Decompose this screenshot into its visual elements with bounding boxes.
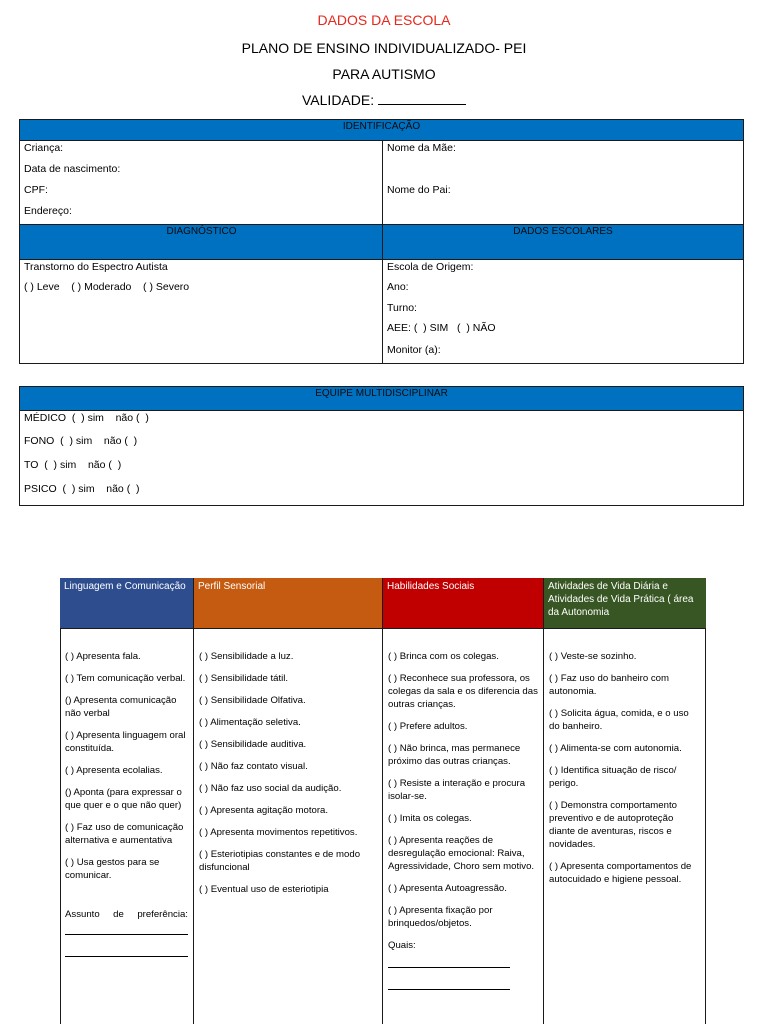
autonomy-item-2[interactable]: ( ) Faz uso do banheiro com autonomia. [549,673,669,697]
sensory-item-6[interactable]: ( ) Não faz contato visual. [199,761,308,772]
school-data-header: DADOS ESCOLARES [382,224,744,260]
language-item-1[interactable]: ( ) Apresenta fala. [65,651,141,662]
col-language-body [60,628,194,1024]
social-item-4[interactable]: ( ) Não brinca, mas permanece próximo das outras crianças. [388,743,521,767]
language-item-7[interactable]: ( ) Faz uso de comunicação alternativa e aumentativa [65,822,184,846]
preference-label [65,908,188,921]
autonomy-item-7[interactable]: ( ) Apresenta comportamentos de autocuidado e higiene pessoal. [549,861,692,885]
autonomy-item-5[interactable]: ( ) Identifica situação de risco/ perigo. [549,765,677,789]
social-item-9[interactable]: ( ) Apresenta fixação por brinquedos/objetos. [388,905,493,929]
col-autonomy-body [544,628,706,1024]
address-label: Endereço: [24,205,72,217]
preference-word-1: Assunto [65,909,100,920]
validity-label: VALIDADE: [302,92,375,108]
social-item-2[interactable]: ( ) Reconhece sua professora, os colegas da sala e os diferencia das outras crianças. [388,673,538,710]
autonomy-item-6[interactable]: ( ) Demonstra comportamento preventivo e de autoproteção diante de aventuras, riscos e novidades. [549,800,677,850]
social-item-6[interactable]: ( ) Imita os colegas. [388,813,472,824]
sensory-item-1[interactable]: ( ) Sensibilidade a luz. [199,651,294,662]
social-item-5[interactable]: ( ) Resiste a interação e procura isolar-se. [388,778,526,802]
plan-title: PLANO DE ENSINO INDIVIDUALIZADO- PEI [241,40,527,56]
father-name-label: Nome do Pai: [387,184,451,196]
team-to[interactable]: TO ( ) sim não ( ) [24,459,122,471]
preference-word-3: preferência: [137,909,188,920]
col-language-header: Linguagem e Comunicação [60,578,194,628]
autonomy-item-1[interactable]: ( ) Veste-se sozinho. [549,651,637,662]
aee-options[interactable]: AEE: ( ) SIM ( ) NÃO [387,322,496,334]
sensory-item-9[interactable]: ( ) Apresenta movimentos repetitivos. [199,827,358,838]
shift-label: Turno: [387,302,417,314]
plan-subtitle: PARA AUTISMO [332,66,436,82]
which-blank-1[interactable] [388,956,510,968]
social-item-1[interactable]: ( ) Brinca com os colegas. [388,651,499,662]
mother-name-label: Nome da Mãe: [387,142,456,154]
origin-school-label: Escola de Origem: [387,261,474,273]
team-header: EQUIPE MULTIDISCIPLINAR [19,386,744,411]
child-name-label: Criança: [24,142,64,154]
team-psico[interactable]: PSICO ( ) sim não ( ) [24,483,140,495]
sensory-item-11[interactable]: ( ) Eventual uso de esteriotipia [199,884,329,895]
language-item-2[interactable]: ( ) Tem comunicação verbal. [65,673,186,684]
language-item-4[interactable]: ( ) Apresenta linguagem oral constituída. [65,730,186,754]
preference-word-2: de [113,909,124,920]
preference-blank-2[interactable] [65,945,188,957]
social-item-3[interactable]: ( ) Prefere adultos. [388,721,468,732]
social-item-7[interactable]: ( ) Apresenta reações de desregulação emocional: Raiva, Agressividade, Choro sem motivo. [388,835,535,872]
language-item-8[interactable]: ( ) Usa gestos para se comunicar. [65,857,160,881]
which-blank-2[interactable] [388,978,510,990]
validity-blank[interactable] [378,93,466,105]
identification-header: IDENTIFICAÇÃO [19,119,744,141]
sensory-item-7[interactable]: ( ) Não faz uso social da audição. [199,783,342,794]
autonomy-item-3[interactable]: ( ) Solicita água, comida, e o uso do banheiro. [549,708,689,732]
social-item-8[interactable]: ( ) Apresenta Autoagressão. [388,883,507,894]
diagnosis-header: DIAGNÓSTICO [19,224,383,260]
monitor-label: Monitor (a): [387,344,441,356]
col-sensory-body [194,628,383,1024]
col-sensory-header: Perfil Sensorial [194,578,383,628]
severity-options[interactable]: ( ) Leve ( ) Moderado ( ) Severo [24,281,190,293]
language-item-3[interactable]: () Apresenta comunicação não verbal [65,695,177,719]
team-fono[interactable]: FONO ( ) sim não ( ) [24,435,138,447]
language-item-5[interactable]: ( ) Apresenta ecolalias. [65,765,163,776]
birth-date-label: Data de nascimento: [24,163,121,175]
which-label: Quais: [388,940,416,951]
validity-line [0,92,768,108]
autonomy-item-4[interactable]: ( ) Alimenta-se com autonomia. [549,743,682,754]
preference-blank-1[interactable] [65,923,188,935]
language-item-6[interactable]: () Aponta (para expressar o que quer e o que não quer) [65,787,182,811]
sensory-item-10[interactable]: ( ) Esteriotipias constantes e de modo disfuncional [199,849,361,873]
col-social-body [383,628,544,1024]
col-social-header: Habilidades Sociais [383,578,544,628]
sensory-item-8[interactable]: ( ) Apresenta agitação motora. [199,805,329,816]
year-label: Ano: [387,281,409,293]
tea-label: Transtorno do Espectro Autista [24,261,168,273]
school-data-title: DADOS DA ESCOLA [317,12,451,28]
sensory-item-4[interactable]: ( ) Alimentação seletiva. [199,717,301,728]
col-autonomy-header: Atividades de Vida Diária e Atividades de Vida Prática ( área da Autonomia [544,578,706,628]
sensory-item-3[interactable]: ( ) Sensibilidade Olfativa. [199,695,306,706]
sensory-item-5[interactable]: ( ) Sensibilidade auditiva. [199,739,307,750]
team-medico[interactable]: MÉDICO ( ) sim não ( ) [24,412,149,424]
cpf-label: CPF: [24,184,48,196]
sensory-item-2[interactable]: ( ) Sensibilidade tátil. [199,673,289,684]
